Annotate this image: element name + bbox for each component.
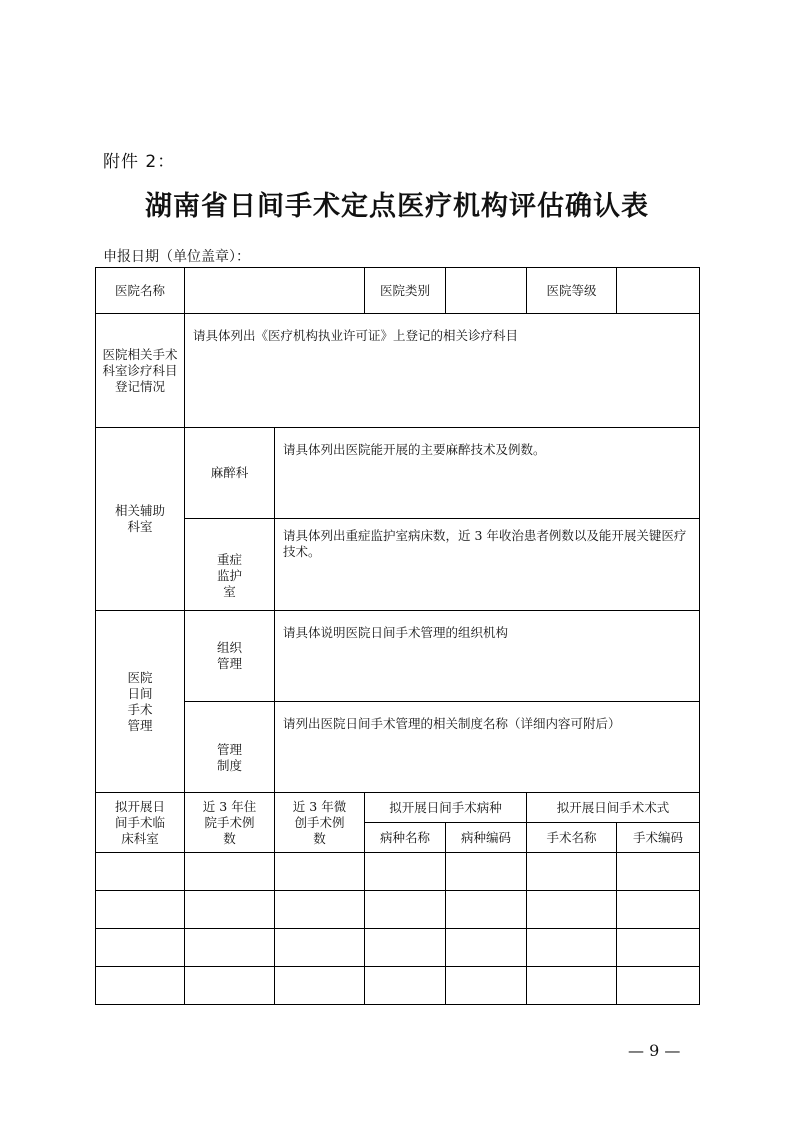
table-cell[interactable] xyxy=(527,967,617,1005)
registration-hint[interactable]: 请具体列出《医疗机构执业许可证》上登记的相关诊疗科目 xyxy=(185,314,700,428)
dept-header: 拟开展日间手术临床科室 xyxy=(96,793,185,853)
table-row xyxy=(96,891,700,929)
table-cell[interactable] xyxy=(617,967,700,1005)
table-cell[interactable] xyxy=(185,853,275,891)
table-cell[interactable] xyxy=(275,891,365,929)
surgery-code-header: 手术编码 xyxy=(617,823,700,853)
hospital-type-label: 医院类别 xyxy=(365,268,446,314)
table-cell[interactable] xyxy=(365,853,446,891)
anesthesia-row xyxy=(96,428,700,519)
table-cell[interactable] xyxy=(446,929,527,967)
hospital-name-field[interactable] xyxy=(185,268,365,314)
minimal-header: 近 3 年微创手术例数 xyxy=(275,793,365,853)
surgery-group-header: 拟开展日间手术术式 xyxy=(527,793,700,823)
table-cell[interactable] xyxy=(275,967,365,1005)
table-cell[interactable] xyxy=(446,853,527,891)
table-cell[interactable] xyxy=(365,929,446,967)
organization-label: 组织管理 xyxy=(185,611,275,702)
table-cell[interactable] xyxy=(527,891,617,929)
hospital-name-label: 医院名称 xyxy=(96,268,185,314)
table-cell[interactable] xyxy=(365,891,446,929)
icu-hint[interactable]: 请具体列出重症监护室病床数，近 3 年收治患者例数以及能开展关键医疗技术。 xyxy=(275,519,700,611)
management-label: 医院日间手术管理 xyxy=(96,611,185,793)
page-title: 湖南省日间手术定点医疗机构评估确认表 xyxy=(145,191,649,222)
system-row xyxy=(96,702,700,793)
table-cell[interactable] xyxy=(365,967,446,1005)
anesthesia-hint[interactable]: 请具体列出医院能开展的主要麻醉技术及例数。 xyxy=(275,428,700,519)
table-cell[interactable] xyxy=(185,891,275,929)
organization-row xyxy=(96,611,700,702)
assessment-form-table xyxy=(95,267,700,1005)
hospital-level-field[interactable] xyxy=(617,268,700,314)
disease-code-header: 病种编码 xyxy=(446,823,527,853)
table-cell[interactable] xyxy=(96,891,185,929)
disease-group-header: 拟开展日间手术病种 xyxy=(365,793,527,823)
system-label: 管理制度 xyxy=(185,702,275,793)
table-row xyxy=(96,853,700,891)
inpatient-header: 近 3 年住院手术例数 xyxy=(185,793,275,853)
table-cell[interactable] xyxy=(617,891,700,929)
table-cell[interactable] xyxy=(527,853,617,891)
table-cell[interactable] xyxy=(446,891,527,929)
hospital-type-field[interactable] xyxy=(446,268,527,314)
icu-row xyxy=(96,519,700,611)
basic-info-row xyxy=(96,268,700,314)
anesthesia-label: 麻醉科 xyxy=(185,428,275,519)
registration-row xyxy=(96,314,700,428)
page-number: — 9 — xyxy=(628,1041,681,1060)
table-cell[interactable] xyxy=(617,853,700,891)
table-row xyxy=(96,929,700,967)
hospital-level-label: 医院等级 xyxy=(527,268,617,314)
table-row xyxy=(96,967,700,1005)
organization-hint[interactable]: 请具体说明医院日间手术管理的组织机构 xyxy=(275,611,700,702)
table-cell[interactable] xyxy=(96,967,185,1005)
table-cell[interactable] xyxy=(96,853,185,891)
table-cell[interactable] xyxy=(185,967,275,1005)
table-cell[interactable] xyxy=(446,967,527,1005)
attachment-label: 附件 2： xyxy=(103,152,176,172)
report-date-label: 申报日期（单位盖章）： xyxy=(103,249,250,265)
table-cell[interactable] xyxy=(275,929,365,967)
surgery-name-header: 手术名称 xyxy=(527,823,617,853)
aux-departments-label: 相关辅助科室 xyxy=(96,428,185,611)
table-cell[interactable] xyxy=(96,929,185,967)
table-cell[interactable] xyxy=(527,929,617,967)
icu-label: 重症监护室 xyxy=(185,519,275,611)
plan-header-row xyxy=(96,793,700,823)
registration-label: 医院相关手术科室诊疗科目登记情况 xyxy=(96,314,185,428)
disease-name-header: 病种名称 xyxy=(365,823,446,853)
table-cell[interactable] xyxy=(275,853,365,891)
table-cell[interactable] xyxy=(617,929,700,967)
system-hint[interactable]: 请列出医院日间手术管理的相关制度名称（详细内容可附后） xyxy=(275,702,700,793)
table-cell[interactable] xyxy=(185,929,275,967)
